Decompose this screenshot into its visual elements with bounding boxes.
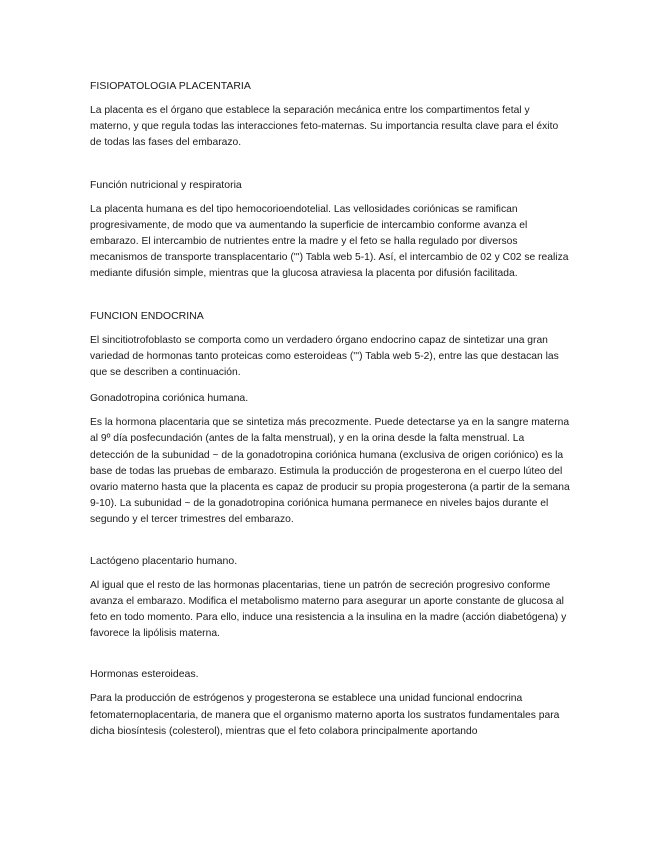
subsection-paragraph-esteroideas: Para la producción de estrógenos y progesterona se establece una unidad funcional endocrina fetomaternoplacentaria, de manera que el organismo materno aporta los sustratos fundamentales para dicha biosíntesis (colesterol), mientras que el feto colabora principalmente aportando — [90, 693, 560, 737]
subsection-heading-lactogeno: Lactógeno placentario humano. — [90, 554, 238, 567]
section-paragraph-nutricional: La placenta humana es del tipo hemocorioendotelial. Las vellosidades coriónicas se ramifican progresivamente, de modo que va aumentando la superficie de intercambio conforme avanza el embarazo. El intercambio de nutrientes entre la madre y el feto se halla regulado por diversos mecanismos de transporte transplacentario (''') Tabla web 5-1). Así, el intercambio de 02 y C02 se realiza mediante difusión simple, mientras que la glucosa atraviesa la placenta por difusión facilitada. — [90, 203, 569, 280]
subsection-heading-gonadotropina: Gonadotropina coriónica humana. — [90, 392, 249, 405]
document-body — [90, 78, 570, 740]
intro-paragraph: La placenta es el órgano que establece la separación mecánica entre los compartimentos fetal y materno, y que regula todas las interacciones feto-maternas. Su importancia resulta clave para el éxito de todas las fases del embarazo. — [90, 105, 559, 149]
subsection-paragraph-lactogeno: Al igual que el resto de las hormonas placentarias, tiene un patrón de secreción progresivo conforme avanza el embarazo. Modifica el metabolismo materno para asegurar un aporte constante de glucosa al feto en todo momento. Para ello, induce una resistencia a la insulina en la madre (acción diabetógena) y favorece la lipólisis materna. — [90, 579, 567, 640]
section-heading-nutricional: Función nutricional y respiratoria — [90, 178, 242, 191]
subsection-paragraph-gonadotropina: Es la hormona placentaria que se sintetiza más precozmente. Puede detectarse ya en la sangre materna al 9º día posfecundación (antes de la falta menstrual), y en la orina desde la falta menstrual. La detección de la subunidad ~ de la gonadotropina coriónica humana (exclusiva de origen coriónico) es la base de todas las pruebas de embarazo. Estimula la producción de progesterona en el cuerpo lúteo del ovario materno hasta que la placenta es capaz de producir su propia progesterona (a partir de la semana 9-10). La subunidad ~ de la gonadotropina coriónica humana permanece en niveles bajos durante el segundo y el tercer trimestres del embarazo. — [90, 417, 570, 526]
section-paragraph-endocrina: El sincitiotrofoblasto se comporta como un verdadero órgano endocrino capaz de sintetizar una gran variedad de hormonas tanto proteicas como esteroideas (''') Tabla web 5-2), entre las que destacan las que se describen a continuación. — [90, 334, 559, 379]
subsection-heading-esteroideas: Hormonas esteroideas. — [90, 668, 199, 681]
document-title: FISIOPATOLOGIA PLACENTARIA — [90, 80, 251, 92]
section-heading-endocrina: FUNCION ENDOCRINA — [90, 309, 204, 322]
